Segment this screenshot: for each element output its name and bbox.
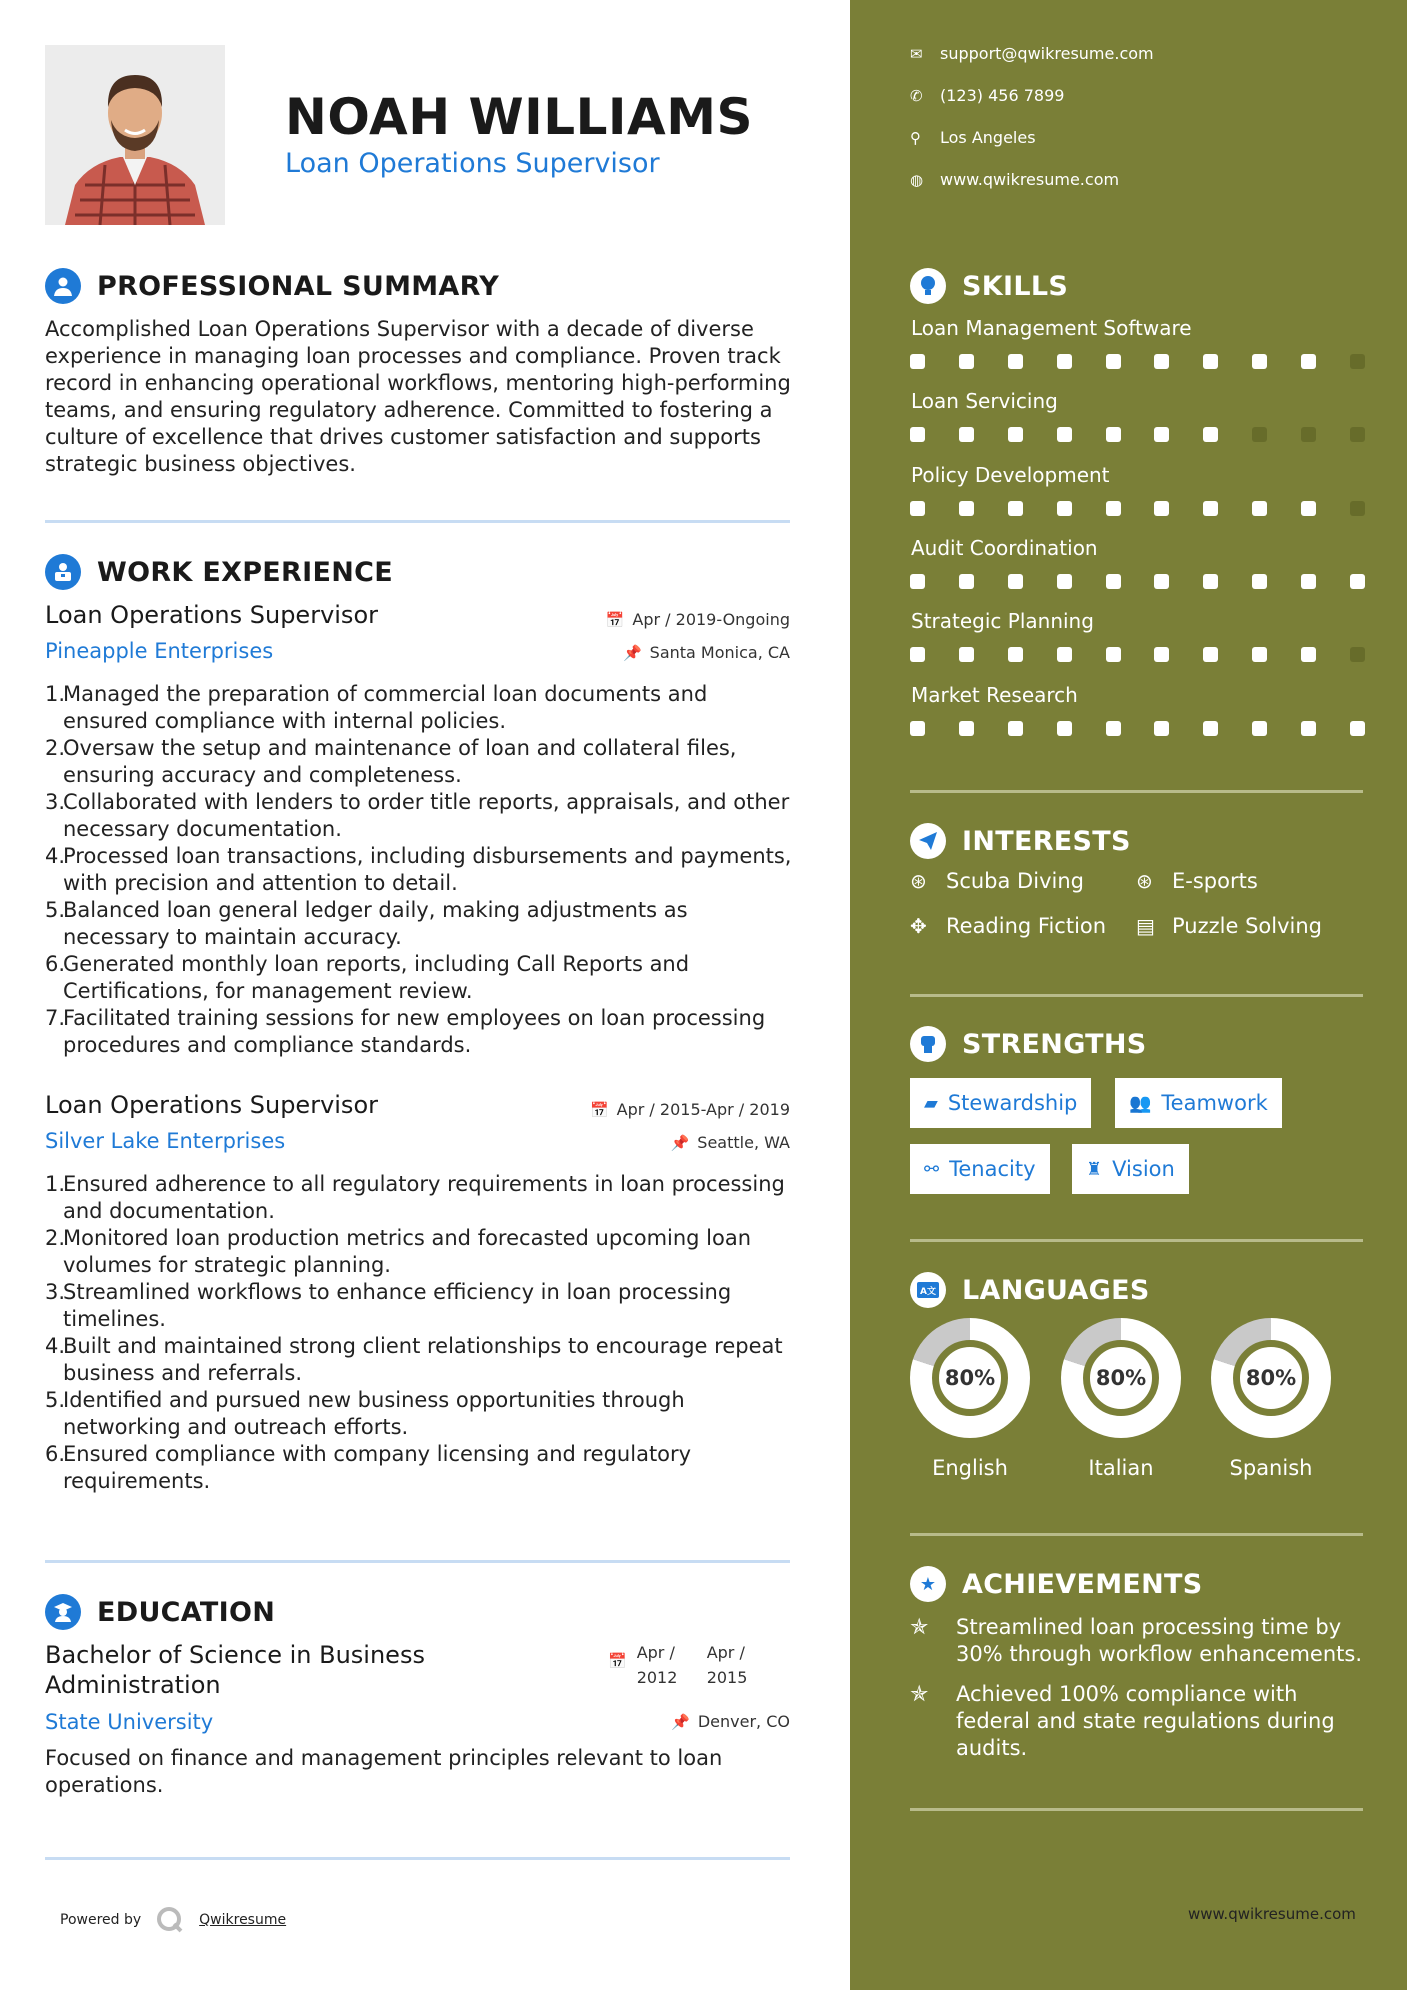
skill-dot-filled: [1106, 354, 1121, 369]
interest-label: Puzzle Solving: [1172, 914, 1322, 938]
candidate-role: Loan Operations Supervisor: [285, 148, 660, 179]
skill-rating: [910, 721, 1365, 736]
skill-dot-filled: [1350, 574, 1365, 589]
skill-dot-filled: [910, 574, 925, 589]
list-item: 4. Processed loan transactions, including disbursements and payments, with precision and attention to detail.: [45, 844, 792, 895]
strength-label: Teamwork: [1161, 1091, 1268, 1115]
job-bullets: [45, 681, 795, 1059]
location-text: Los Angeles: [940, 128, 1036, 147]
strength-chip: [910, 1144, 1050, 1194]
briefcase-user-icon: [45, 554, 81, 590]
education-location-text: Denver, CO: [697, 1712, 790, 1731]
skill-name: Policy Development: [911, 463, 1110, 487]
skill-dot-filled: [1252, 574, 1267, 589]
job-dates: [606, 610, 790, 629]
fist-icon: [910, 1026, 946, 1062]
skill-dot-empty: [1301, 427, 1316, 442]
education-dates: [608, 1640, 777, 1690]
work-heading: [45, 554, 393, 590]
language-icon: [910, 1272, 946, 1308]
skill-dot-filled: [1154, 574, 1169, 589]
star-icon: ★: [910, 1566, 946, 1602]
list-item: 5. Identified and pursued new business opportunities through networking and outreach efforts.: [45, 1388, 685, 1439]
job-dates-text: Apr / 2019-Ongoing: [632, 610, 790, 629]
skills-title: SKILLS: [962, 270, 1069, 302]
section-divider: [45, 1560, 790, 1563]
skill-dot-filled: [1106, 647, 1121, 662]
job-location: [623, 643, 790, 662]
list-item: 1. Managed the preparation of commercial loan documents and ensured compliance with internal policies.: [45, 682, 708, 733]
skill-dot-filled: [959, 647, 974, 662]
list-item: 1. Ensured adherence to all regulatory requirements in loan processing and documentation.: [45, 1172, 785, 1223]
skill-dot-filled: [910, 721, 925, 736]
skill-dot-filled: [1252, 501, 1267, 516]
language-item: [1061, 1318, 1181, 1480]
interest-label: Reading Fiction: [946, 914, 1107, 938]
strengths-heading: [910, 1026, 1147, 1062]
skill-dot-filled: [1301, 721, 1316, 736]
skill-dot-filled: [1203, 501, 1218, 516]
skill-dot-filled: [1203, 647, 1218, 662]
language-ring: [910, 1318, 1030, 1438]
powered-by-label: Powered by: [60, 1912, 142, 1928]
section-divider: [45, 520, 790, 523]
job-title: Loan Operations Supervisor: [45, 1091, 378, 1119]
phone-text: (123) 456 7899: [940, 86, 1065, 105]
interest-label: E-sports: [1172, 869, 1258, 893]
job-dates-text: Apr / 2015-Apr / 2019: [616, 1100, 790, 1119]
skill-dot-filled: [959, 721, 974, 736]
map-pin-icon: ⚲: [910, 128, 921, 147]
skill-dot-filled: [1301, 574, 1316, 589]
interest-item: [1136, 869, 1258, 893]
skill-dot-filled: [1203, 721, 1218, 736]
skill-dot-filled: [910, 427, 925, 442]
skill-dot-filled: [1008, 501, 1023, 516]
education-description: Focused on finance and management principles relevant to loan operations.: [45, 1746, 723, 1797]
calendar-icon: 📅: [589, 1100, 609, 1119]
skill-dot-empty: [1350, 647, 1365, 662]
users-icon: 👥: [1129, 1092, 1152, 1114]
book-icon: ▤: [1136, 914, 1155, 938]
pin-icon: 📌: [622, 643, 642, 662]
skill-dot-filled: [1057, 574, 1072, 589]
interest-item: [910, 869, 1084, 893]
interest-label: Scuba Diving: [946, 869, 1084, 893]
website-text[interactable]: www.qwikresume.com: [940, 170, 1120, 189]
achievements-title: ACHIEVEMENTS: [962, 1568, 1203, 1600]
pin-icon: 📌: [670, 1133, 690, 1152]
contact-email: [910, 44, 1154, 63]
skill-dot-empty: [1350, 501, 1365, 516]
briefcase-icon: ▰: [924, 1092, 938, 1114]
summary-text: Accomplished Loan Operations Supervisor with a decade of diverse experience in managing loan processes and compliance. Proven track record in enhancing operational workflows, mentoring high-performing teams, and ensuring regulatory adherence. Committed to fostering a culture of excellence that drives customer satisfaction and supports strategic business objectives.: [45, 317, 791, 476]
skill-dot-filled: [1154, 721, 1169, 736]
language-ring: [1211, 1318, 1331, 1438]
svg-text:A文: A文: [920, 1287, 936, 1297]
list-item: 3. Streamlined workflows to enhance efficiency in loan processing timelines.: [45, 1280, 732, 1331]
shooting-star-icon: ✯: [910, 1615, 929, 1640]
skill-dot-filled: [1252, 721, 1267, 736]
sidebar-divider: [910, 1239, 1363, 1242]
achievement-text: Achieved 100% compliance with federal and state regulations during audits.: [956, 1682, 1335, 1760]
footer-site[interactable]: www.qwikresume.com: [1188, 1905, 1356, 1923]
powered-by: [60, 1905, 286, 1935]
strength-label: Tenacity: [949, 1157, 1036, 1181]
school-name: State University: [45, 1710, 214, 1734]
skill-dot-filled: [959, 354, 974, 369]
link-icon: ⚯: [924, 1158, 940, 1180]
qwikresume-logo-icon: [155, 1905, 185, 1935]
skill-dot-filled: [1154, 427, 1169, 442]
skill-dot-empty: [1252, 427, 1267, 442]
contact-location: [910, 128, 1036, 147]
strength-chip: [910, 1078, 1091, 1128]
skill-dot-filled: [959, 427, 974, 442]
job-dates: [590, 1100, 790, 1119]
education-title: EDUCATION: [97, 1596, 276, 1628]
skill-dot-filled: [1154, 647, 1169, 662]
skill-dot-filled: [1301, 647, 1316, 662]
skill-dot-filled: [1203, 354, 1218, 369]
calendar-icon: 📅: [608, 1652, 627, 1670]
binoculars-icon: ♜: [1086, 1158, 1103, 1180]
skill-dot-empty: [1350, 427, 1365, 442]
language-item: [1211, 1318, 1331, 1480]
strengths-title: STRENGTHS: [962, 1028, 1147, 1060]
skill-dot-filled: [1057, 647, 1072, 662]
section-divider: [45, 1857, 790, 1860]
skill-name: Loan Servicing: [911, 389, 1058, 413]
skill-dot-filled: [1008, 354, 1023, 369]
language-percent: 80%: [932, 1340, 1008, 1416]
gamepad-icon: ✥: [910, 914, 927, 938]
skill-dot-filled: [1203, 427, 1218, 442]
job-bullets: [45, 1171, 795, 1495]
phone-icon: ✆: [910, 86, 923, 105]
skills-heading: [910, 268, 1068, 304]
language-name: English: [932, 1456, 1008, 1480]
graduate-icon: [45, 1594, 81, 1630]
skill-dot-filled: [1008, 427, 1023, 442]
skill-dot-filled: [1008, 647, 1023, 662]
skill-dot-filled: [1350, 721, 1365, 736]
summary-heading: [45, 268, 499, 304]
skill-dot-filled: [1057, 427, 1072, 442]
email-text[interactable]: support@qwikresume.com: [940, 44, 1154, 63]
education-heading: [45, 1594, 275, 1630]
sidebar-divider: [910, 994, 1363, 997]
strength-chip: [1115, 1078, 1282, 1128]
list-item: 6. Generated monthly loan reports, including Call Reports and Certifications, for management review.: [45, 952, 690, 1003]
calendar-icon: 📅: [605, 610, 625, 629]
profile-photo: [45, 45, 225, 225]
skill-rating: [910, 574, 1365, 589]
sidebar-divider: [910, 790, 1363, 793]
skill-rating: [910, 501, 1365, 516]
language-percent: 80%: [1083, 1340, 1159, 1416]
envelope-icon: ✉: [910, 44, 923, 63]
interests-title: INTERESTS: [962, 825, 1131, 857]
language-ring: [1061, 1318, 1181, 1438]
achievement-item: [910, 1681, 1365, 1762]
skill-dot-filled: [959, 501, 974, 516]
strength-chip: [1072, 1144, 1189, 1194]
list-item: 2. Oversaw the setup and maintenance of loan and collateral files, ensuring accuracy and completeness.: [45, 736, 737, 787]
globe-icon: ◍: [910, 170, 924, 189]
interest-item: [910, 914, 1106, 938]
degree-title: Bachelor of Science in Business Administration: [45, 1641, 425, 1699]
list-item: 4. Built and maintained strong client relationships to encourage repeat business and referrals.: [45, 1334, 783, 1385]
achievement-text: Streamlined loan processing time by 30% through workflow enhancements.: [956, 1615, 1363, 1666]
user-icon: [45, 268, 81, 304]
languages-heading: [910, 1272, 1150, 1308]
education-end: Apr / 2015: [706, 1643, 748, 1687]
languages-title: LANGUAGES: [962, 1274, 1150, 1306]
skill-dot-filled: [1106, 427, 1121, 442]
job-company: Pineapple Enterprises: [45, 639, 274, 663]
list-item: 2. Monitored loan production metrics and forecasted upcoming loan volumes for strategic planning.: [45, 1226, 752, 1277]
skill-dot-filled: [1154, 501, 1169, 516]
education-start: Apr / 2012: [636, 1643, 678, 1687]
skill-dot-filled: [910, 354, 925, 369]
language-name: Italian: [1088, 1456, 1154, 1480]
job-location-text: Seattle, WA: [697, 1133, 790, 1152]
language-item: [910, 1318, 1030, 1480]
achievements-heading: [910, 1566, 1203, 1602]
skill-dot-filled: [1154, 354, 1169, 369]
skill-dot-filled: [1301, 501, 1316, 516]
candidate-name: NOAH WILLIAMS: [285, 88, 753, 146]
skill-dot-filled: [1203, 574, 1218, 589]
job-location-text: Santa Monica, CA: [649, 643, 790, 662]
job-title: Loan Operations Supervisor: [45, 601, 378, 629]
language-name: Spanish: [1229, 1456, 1313, 1480]
skill-name: Strategic Planning: [911, 609, 1094, 633]
skill-dot-filled: [1106, 721, 1121, 736]
shooting-star-icon: ✯: [910, 1682, 929, 1707]
interest-item: [1136, 914, 1322, 938]
skill-dot-filled: [1008, 721, 1023, 736]
skill-dot-filled: [910, 501, 925, 516]
life-ring-icon: ⊛: [910, 869, 927, 893]
list-item: 3. Collaborated with lenders to order title reports, appraisals, and other necessary documentation.: [45, 790, 790, 841]
lightbulb-icon: [910, 268, 946, 304]
contact-website: [910, 170, 1119, 189]
list-item: 6. Ensured compliance with company licensing and regulatory requirements.: [45, 1442, 692, 1493]
pin-icon: 📌: [671, 1712, 690, 1731]
list-item: 7. Facilitated training sessions for new employees on loan processing procedures and compliance standards.: [45, 1006, 766, 1057]
work-title: WORK EXPERIENCE: [97, 556, 393, 588]
skill-dot-filled: [1057, 721, 1072, 736]
skill-dot-filled: [1106, 574, 1121, 589]
strength-label: Vision: [1112, 1157, 1175, 1181]
qwikresume-link[interactable]: Qwikresume: [199, 1912, 287, 1928]
skill-name: Loan Management Software: [911, 316, 1192, 340]
paper-plane-icon: [910, 823, 946, 859]
skill-rating: [910, 427, 1365, 442]
job-company: Silver Lake Enterprises: [45, 1129, 286, 1153]
skill-name: Audit Coordination: [911, 536, 1098, 560]
skill-dot-filled: [1252, 354, 1267, 369]
language-percent: 80%: [1233, 1340, 1309, 1416]
skill-dot-filled: [1057, 354, 1072, 369]
interests-heading: [910, 823, 1131, 859]
skill-dot-empty: [1350, 354, 1365, 369]
skill-dot-filled: [1057, 501, 1072, 516]
skill-dot-filled: [1008, 574, 1023, 589]
job-location: [671, 1133, 790, 1152]
skill-dot-filled: [1106, 501, 1121, 516]
achievement-item: [910, 1614, 1365, 1668]
list-item: 5. Balanced loan general ledger daily, making adjustments as necessary to maintain accuracy.: [45, 898, 688, 949]
sidebar-divider: [910, 1808, 1363, 1811]
skill-name: Market Research: [911, 683, 1078, 707]
summary-title: PROFESSIONAL SUMMARY: [97, 270, 500, 302]
skill-dot-filled: [1301, 354, 1316, 369]
life-ring-icon: ⊛: [1136, 869, 1153, 893]
skill-dot-filled: [910, 647, 925, 662]
skill-dot-filled: [959, 574, 974, 589]
sidebar-divider: [910, 1533, 1363, 1536]
person-portrait-icon: [45, 45, 225, 225]
skill-rating: [910, 354, 1365, 369]
contact-phone: [910, 86, 1064, 105]
skill-rating: [910, 647, 1365, 662]
education-location: [671, 1712, 790, 1731]
strength-label: Stewardship: [947, 1091, 1078, 1115]
skill-dot-filled: [1252, 647, 1267, 662]
